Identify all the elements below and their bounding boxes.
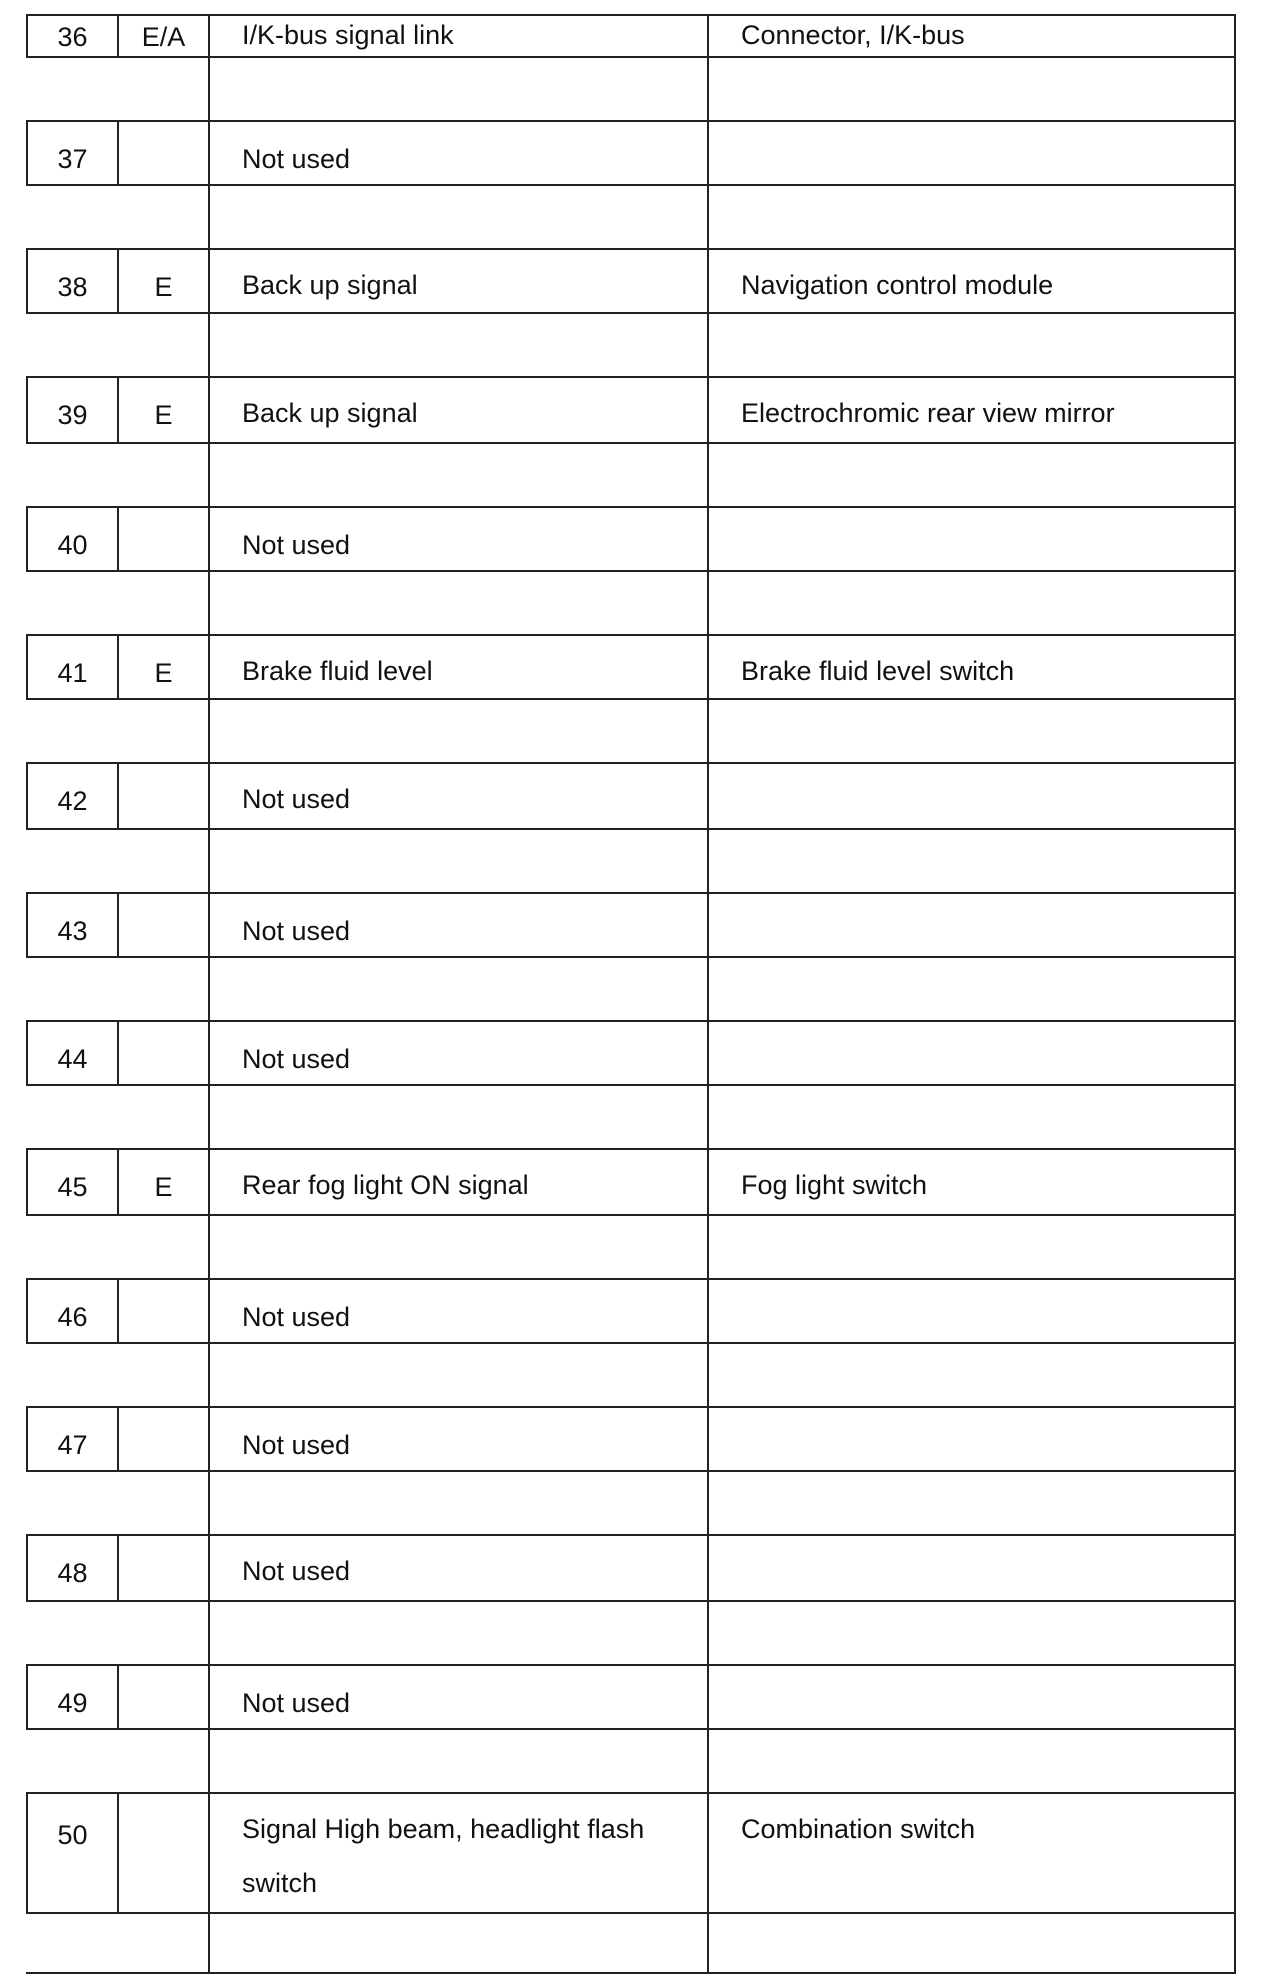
- table-spacer-row: [26, 698, 1236, 762]
- table-row: [26, 892, 1236, 956]
- component-cell: Connector, I/K-bus: [707, 16, 1236, 56]
- table-row: [26, 248, 1236, 312]
- table-row: [26, 506, 1236, 570]
- signal-type-cell: [117, 894, 208, 956]
- function-cell: I/K-bus signal link: [208, 16, 707, 56]
- component-cell: [707, 1280, 1236, 1342]
- table-row: [26, 1148, 1236, 1214]
- table-row: [26, 1020, 1236, 1084]
- pin-number-cell: 40: [26, 508, 117, 570]
- pin-number-cell: 39: [26, 378, 117, 442]
- signal-type-cell: [117, 1536, 208, 1600]
- function-cell: Brake fluid level: [208, 636, 707, 698]
- function-cell: Back up signal: [208, 378, 707, 442]
- component-cell: Electrochromic rear view mirror: [707, 378, 1236, 442]
- table-spacer-row: [26, 1912, 1236, 1974]
- function-cell: Not used: [208, 508, 707, 570]
- pin-number-cell: 49: [26, 1666, 117, 1728]
- table-spacer-row: [26, 1728, 1236, 1792]
- pin-assignment-table: [26, 20, 1236, 1974]
- component-cell: [707, 122, 1236, 184]
- signal-type-cell: [117, 764, 208, 828]
- function-cell: Signal High beam, headlight flash switch: [208, 1794, 707, 1912]
- pin-number-cell: 48: [26, 1536, 117, 1600]
- table-row: [26, 634, 1236, 698]
- table-row: [26, 1406, 1236, 1470]
- component-cell: Fog light switch: [707, 1150, 1236, 1214]
- table-spacer-row: [26, 956, 1236, 1020]
- signal-type-cell: [117, 1408, 208, 1470]
- pin-number-cell: 50: [26, 1794, 117, 1912]
- function-cell: Not used: [208, 1280, 707, 1342]
- signal-type-cell: [117, 1666, 208, 1728]
- table-spacer-row: [26, 184, 1236, 248]
- signal-type-cell: E: [117, 1150, 208, 1214]
- table-row: [26, 1278, 1236, 1342]
- table-spacer-row: [26, 1214, 1236, 1278]
- pin-number-cell: 43: [26, 894, 117, 956]
- function-cell: Not used: [208, 1666, 707, 1728]
- table-row: [26, 1534, 1236, 1600]
- table-spacer-row: [26, 1342, 1236, 1406]
- signal-type-cell: E: [117, 378, 208, 442]
- table-spacer-row: [26, 1600, 1236, 1664]
- table-row: [26, 14, 1236, 56]
- pin-number-cell: 44: [26, 1022, 117, 1084]
- table-spacer-row: [26, 442, 1236, 506]
- function-cell: Not used: [208, 122, 707, 184]
- table-spacer-row: [26, 312, 1236, 376]
- component-cell: [707, 508, 1236, 570]
- component-cell: [707, 1022, 1236, 1084]
- pin-number-cell: 41: [26, 636, 117, 698]
- pin-number-cell: 37: [26, 122, 117, 184]
- function-cell: Not used: [208, 764, 707, 828]
- table-row: [26, 762, 1236, 828]
- table-row: [26, 376, 1236, 442]
- pin-number-cell: 46: [26, 1280, 117, 1342]
- pin-number-cell: 42: [26, 764, 117, 828]
- table-spacer-row: [26, 1470, 1236, 1534]
- signal-type-cell: [117, 1280, 208, 1342]
- component-cell: Brake fluid level switch: [707, 636, 1236, 698]
- component-cell: [707, 894, 1236, 956]
- function-cell: Rear fog light ON signal: [208, 1150, 707, 1214]
- component-cell: [707, 1666, 1236, 1728]
- table-spacer-row: [26, 1084, 1236, 1148]
- pin-number-cell: 47: [26, 1408, 117, 1470]
- pin-number-cell: 38: [26, 250, 117, 312]
- component-cell: [707, 1536, 1236, 1600]
- table-spacer-row: [26, 828, 1236, 892]
- component-cell: Combination switch: [707, 1794, 1236, 1912]
- table-spacer-row: [26, 570, 1236, 634]
- signal-type-cell: [117, 1794, 208, 1912]
- signal-type-cell: [117, 508, 208, 570]
- component-cell: Navigation control module: [707, 250, 1236, 312]
- pin-number-cell: 36: [26, 16, 117, 56]
- function-cell: Back up signal: [208, 250, 707, 312]
- function-cell: Not used: [208, 1536, 707, 1600]
- signal-type-cell: [117, 122, 208, 184]
- table-spacer-row: [26, 56, 1236, 120]
- signal-type-cell: E: [117, 250, 208, 312]
- component-cell: [707, 764, 1236, 828]
- function-cell: Not used: [208, 894, 707, 956]
- table-row: [26, 1792, 1236, 1912]
- signal-type-cell: E: [117, 636, 208, 698]
- table-row: [26, 1664, 1236, 1728]
- function-cell: Not used: [208, 1408, 707, 1470]
- signal-type-cell: E/A: [117, 16, 208, 56]
- table-row: [26, 120, 1236, 184]
- function-cell: Not used: [208, 1022, 707, 1084]
- component-cell: [707, 1408, 1236, 1470]
- pin-number-cell: 45: [26, 1150, 117, 1214]
- signal-type-cell: [117, 1022, 208, 1084]
